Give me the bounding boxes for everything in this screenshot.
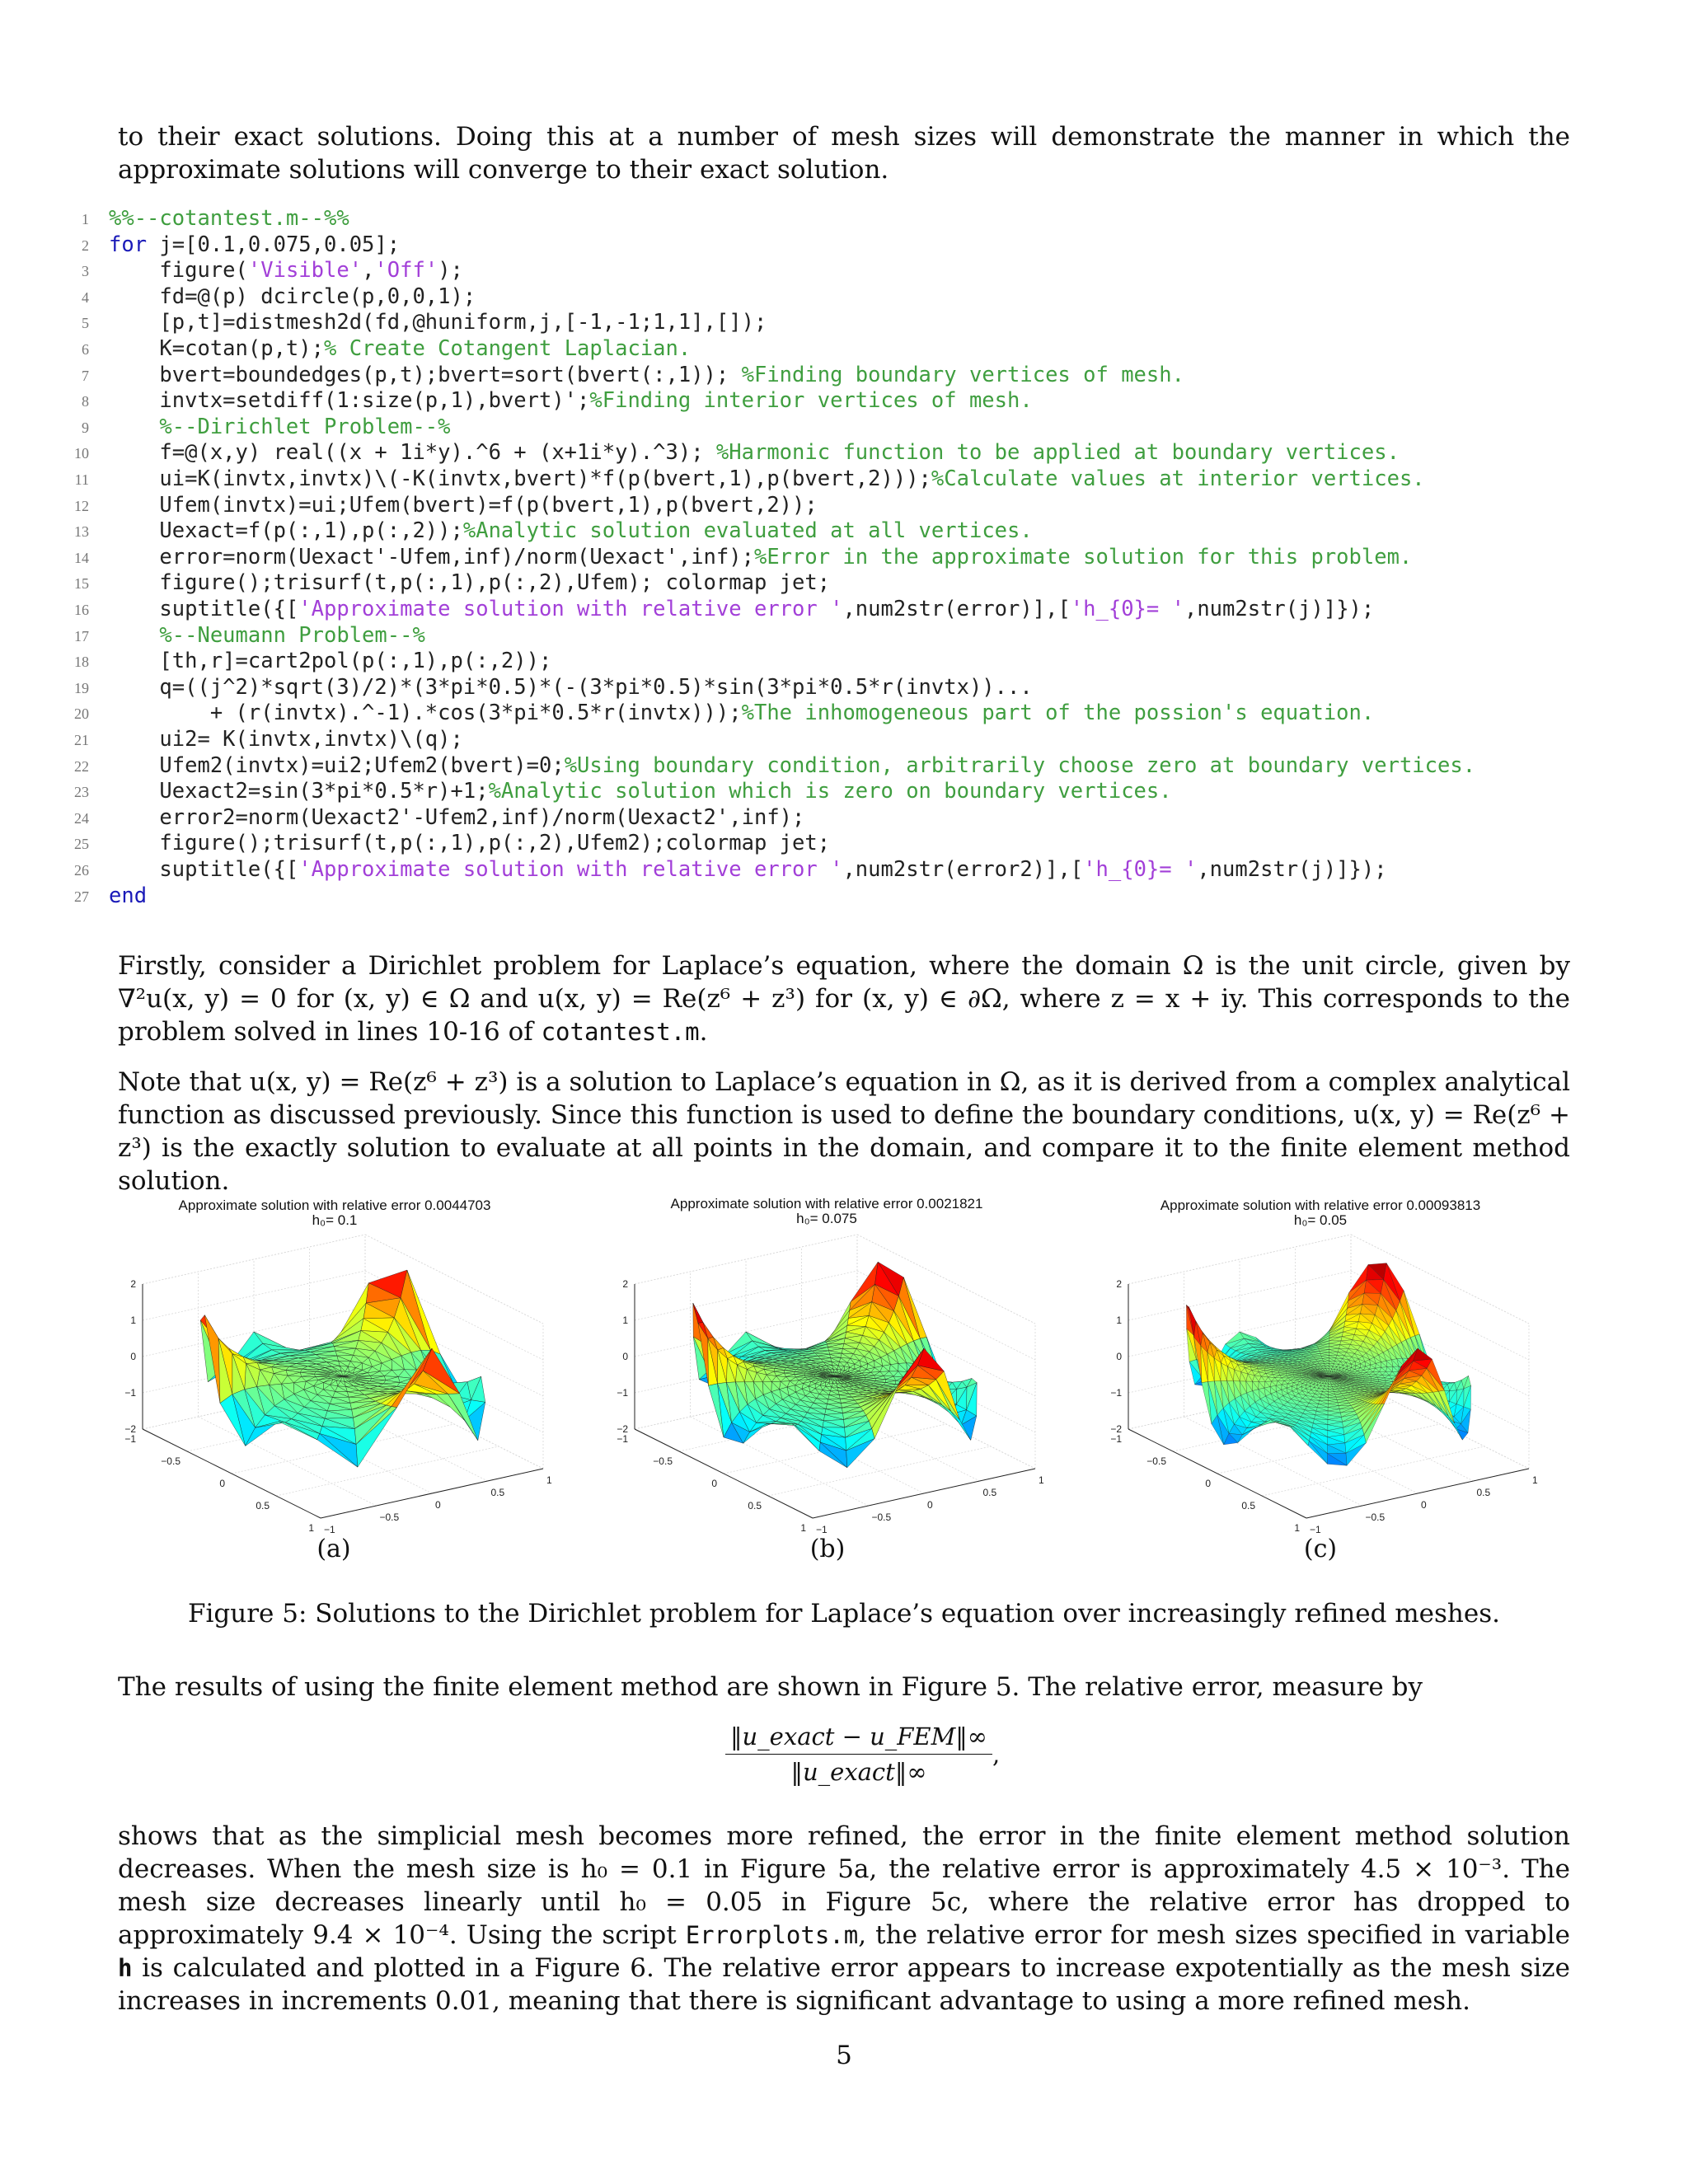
code-line: [71, 726, 463, 752]
paragraph-convergence-text-2: , the relative error for mesh sizes specified in variable: [858, 1920, 1570, 1950]
figure-subtitle: h₀= 0.1: [312, 1212, 358, 1228]
line-number: 19: [74, 679, 89, 696]
code-line: [71, 362, 1184, 388]
z-tick-label: −1: [124, 1387, 136, 1399]
code-text: f=@(x,y) real((x + 1i*y).^6 + (x+1i*y).^3); %Harmonic function to be applied at boundary vertices.: [109, 440, 1400, 466]
code-text: error2=norm(Uexact2'-Ufem2,inf)/norm(Uexact2',inf);: [109, 804, 805, 830]
code-text: K=cotan(p,t);% Create Cotangent Laplacian.: [109, 336, 692, 361]
z-tick-label: 1: [1116, 1315, 1122, 1326]
code-text: figure();trisurf(t,p(:,1),p(:,2),Ufem); colormap jet;: [109, 570, 831, 596]
code-text: ui=K(invtx,invtx)\(-K(invtx,bvert)*f(p(bvert,1),p(bvert,2)));%Calculate values at interior vertices.: [109, 466, 1425, 491]
line-number: 18: [74, 654, 89, 671]
page-number: 5: [836, 2041, 852, 2070]
code-text: %%--cotantest.m--%%: [109, 206, 349, 231]
x-tick-label: −0.5: [1146, 1455, 1166, 1467]
equation-denominator: ‖u_exact‖∞: [790, 1758, 927, 1786]
code-line: [71, 622, 425, 649]
code-text: error=norm(Uexact'-Ufem,inf)/norm(Uexact',inf);%Error in the approximate solution for this problem.: [109, 544, 1413, 569]
line-number: 7: [82, 367, 89, 384]
line-number: 11: [74, 471, 89, 488]
y-tick-label: 0: [1421, 1499, 1427, 1511]
code-text: Ufem2(invtx)=ui2;Ufem2(bvert)=0;%Using boundary condition, arbitrarily choose zero at boundary vertices.: [109, 752, 1476, 778]
line-number: 15: [74, 575, 89, 593]
paragraph-results-text: The results of using the finite element method are shown in Figure 5. The relative error, measure by: [118, 1672, 1423, 1702]
z-tick-label: 0: [130, 1351, 136, 1362]
code-line: [71, 335, 691, 362]
code-text: Ufem(invtx)=ui;Ufem(bvert)=f(p(bvert,1),p(bvert,2));: [109, 492, 818, 518]
paragraph-note-text: Note that u(x, y) = Re(z⁶ + z³) is a solution to Laplace’s equation in Ω, as it is derived from a complex analytical function as discussed previously. Since this function is used to define the boundary conditions, u(x, y) = Re(z⁶ + z³) is the exactly solution to evaluate at all points in the domain, and compare it to the finite element method solution.: [118, 1067, 1570, 1196]
code-text: %--Dirichlet Problem--%: [109, 414, 451, 439]
line-number: 24: [74, 809, 89, 827]
subfigure-label-c: (c): [1303, 1535, 1338, 1563]
z-tick-label: 2: [130, 1278, 136, 1290]
filename-cotantest: cotantest.m: [541, 1018, 700, 1046]
line-number: 8: [82, 393, 89, 410]
y-tick-label: −0.5: [379, 1511, 400, 1523]
subfigure-label-a: (a): [316, 1535, 351, 1563]
code-line: [71, 778, 1172, 804]
surface-plot: [1090, 1191, 1551, 1558]
y-tick-label: 0.5: [982, 1487, 997, 1498]
surface-plot: [104, 1191, 565, 1558]
x-tick-label: −1: [1110, 1433, 1122, 1445]
x-tick-label: −0.5: [653, 1455, 673, 1467]
x-tick-label: 0.5: [748, 1500, 762, 1511]
filename-errorplots: Errorplots.m: [685, 1921, 859, 1949]
y-tick-label: 0.5: [490, 1487, 505, 1498]
x-tick-label: 1: [1294, 1522, 1300, 1534]
code-line: [71, 544, 1412, 570]
y-tick-label: 0: [927, 1499, 933, 1511]
x-tick-label: 0: [711, 1478, 717, 1489]
surface-mesh: [200, 1270, 485, 1467]
y-tick-label: 1: [546, 1474, 552, 1486]
code-line: [71, 439, 1400, 466]
z-tick-label: 0: [1116, 1351, 1122, 1362]
figure-subtitle: h₀= 0.05: [1293, 1212, 1348, 1228]
figure-panel-b: [596, 1191, 1057, 1558]
y-tick-label: −0.5: [1365, 1511, 1386, 1523]
line-number: 9: [82, 419, 89, 436]
code-text: ui2= K(invtx,invtx)\(q);: [109, 727, 463, 752]
y-tick-label: −0.5: [871, 1511, 892, 1523]
equation-comma: ,: [992, 1740, 1001, 1769]
code-line: [71, 596, 1374, 622]
line-number: 1: [82, 211, 89, 227]
code-text: + (r(invtx).^-1).*cos(3*pi*0.5*r(invtx)));%The inhomogeneous part of the possion's equation.: [109, 701, 1375, 726]
code-text: q=((j^2)*sqrt(3)/2)*(3*pi*0.5)*(-(3*pi*0.5)*sin(3*pi*0.5*r(invtx))...: [109, 674, 1033, 700]
z-tick-label: −1: [617, 1387, 628, 1399]
code-line: [71, 674, 1033, 701]
code-text: invtx=setdiff(1:size(p,1),bvert)';%Finding interior vertices of mesh.: [109, 388, 1033, 414]
code-line: [71, 883, 147, 909]
line-number: 14: [74, 549, 89, 566]
line-number: 10: [74, 445, 89, 462]
z-tick-label: −1: [1110, 1387, 1122, 1399]
code-line: [71, 232, 400, 258]
paragraph-convergence-text-3: is calculated and plotted in a Figure 6. The relative error appears to increase expotentially as the mesh size increases in increments 0.01, meaning that there is significant advantage to using a more refined mesh.: [118, 1953, 1570, 2016]
line-number: 5: [82, 315, 89, 332]
line-number: 20: [74, 705, 89, 723]
code-text: %--Neumann Problem--%: [109, 622, 425, 648]
y-tick-label: 1: [1532, 1474, 1538, 1486]
line-number: 27: [74, 888, 89, 905]
figure-title: Approximate solution with relative error 0.0044703: [178, 1197, 491, 1213]
paragraph-results: [118, 1671, 1570, 1704]
line-number: 23: [74, 784, 89, 801]
code-text: figure('Visible','Off');: [109, 258, 463, 284]
paragraph-note: [118, 1066, 1570, 1197]
code-line: [71, 700, 1374, 726]
y-tick-label: −1: [1310, 1524, 1321, 1535]
x-tick-label: 0.5: [1241, 1500, 1255, 1511]
line-number: 21: [74, 732, 89, 748]
y-tick-label: 0.5: [1476, 1487, 1491, 1498]
paragraph-convergence-text: shows that as the simplicial mesh becomes more refined, the error in the finite element method solution decreases. When the mesh size is h₀ = 0.1 in Figure 5a, the relative error is approximately 4.5 × 10⁻³. The mesh size decreases linearly until h₀ = 0.05 in Figure 5c, where the relative error has dropped to approximately 9.4 × 10⁻⁴. Using the script: [118, 1821, 1570, 1950]
line-number: 2: [82, 237, 89, 254]
subfigure-label-b: (b): [809, 1535, 846, 1563]
x-tick-label: 1: [308, 1522, 314, 1534]
code-text: end: [109, 883, 148, 908]
paragraph-dirichlet-text: Firstly, consider a Dirichlet problem for Laplace’s equation, where the domain Ω is the unit circle, given by ∇²u(x, y) = 0 for (x, y) ∈ Ω and u(x, y) = Re(z⁶ + z³) for (x, y) ∈ ∂Ω, where z = x + iy. This corresponds to the problem solved in lines 10-16 of: [118, 951, 1570, 1047]
line-number: 17: [74, 627, 89, 644]
code-text: bvert=boundedges(p,t);bvert=sort(bvert(:,1)); %Finding boundary vertices of mesh.: [109, 362, 1184, 387]
line-number: 3: [82, 263, 89, 280]
intro-paragraph: [118, 120, 1570, 186]
code-line: [71, 205, 349, 232]
code-text: Uexact2=sin(3*pi*0.5*r)+1;%Analytic solution which is zero on boundary vertices.: [109, 779, 1172, 804]
equation-numerator: ‖u_exact − u_FEM‖∞: [725, 1722, 992, 1755]
code-line: [71, 648, 551, 674]
code-line: [71, 830, 830, 856]
code-text: Uexact=f(p(:,1),p(:,2));%Analytic solution evaluated at all vertices.: [109, 518, 1033, 544]
x-tick-label: 0: [219, 1478, 225, 1489]
z-tick-label: 0: [622, 1351, 628, 1362]
paragraph-dirichlet-end: .: [699, 1017, 708, 1047]
code-line: [71, 284, 476, 310]
x-tick-label: 0: [1205, 1478, 1211, 1489]
figure-subtitle: h₀= 0.075: [796, 1211, 857, 1226]
paragraph-convergence: [118, 1820, 1570, 2018]
code-line: [71, 569, 830, 596]
paragraph-dirichlet: [118, 949, 1570, 1048]
relative-error-equation: [725, 1722, 1000, 1786]
code-line: [71, 518, 1033, 544]
code-text: for j=[0.1,0.075,0.05];: [109, 232, 401, 257]
code-text: suptitle({['Approximate solution with relative error ',num2str(error)],['h_{0}= ',num2str(j)]});: [109, 597, 1375, 621]
code-line: [71, 752, 1475, 779]
code-line: [71, 856, 1387, 883]
surface-plot: [596, 1191, 1057, 1558]
z-tick-label: −2: [617, 1423, 628, 1435]
line-number: 4: [82, 288, 89, 306]
line-number: 13: [74, 523, 89, 541]
figure-panel-a: [104, 1191, 565, 1558]
z-tick-label: 2: [1116, 1278, 1122, 1290]
z-tick-label: 1: [130, 1315, 136, 1326]
code-line: [71, 804, 804, 831]
code-line: [71, 309, 767, 335]
variable-h: h: [118, 1954, 133, 1982]
line-number: 26: [74, 862, 89, 879]
figure-title: Approximate solution with relative error 0.0021821: [670, 1196, 983, 1212]
x-tick-label: 1: [800, 1522, 806, 1534]
line-number: 22: [74, 757, 89, 775]
figure-panel-c: [1090, 1191, 1551, 1558]
code-text: figure();trisurf(t,p(:,1),p(:,2),Ufem2);colormap jet;: [109, 831, 831, 856]
x-tick-label: 0.5: [256, 1500, 270, 1511]
y-tick-label: 0: [435, 1499, 441, 1511]
y-tick-label: −1: [816, 1524, 828, 1535]
line-number: 25: [74, 836, 89, 853]
x-tick-label: −1: [617, 1433, 628, 1445]
surface-mesh: [693, 1262, 977, 1468]
code-line: [71, 387, 1033, 414]
code-line: [71, 414, 451, 440]
intro-text: to their exact solutions. Doing this at a number of mesh sizes will demonstrate the manner in which the approximate solutions will converge to their exact solution.: [118, 122, 1570, 185]
z-tick-label: −2: [1110, 1423, 1122, 1435]
code-line: [71, 492, 818, 518]
code-text: [p,t]=distmesh2d(fd,@huniform,j,[-1,-1;1,1],[]);: [109, 310, 767, 335]
code-text: [th,r]=cart2pol(p(:,1),p(:,2));: [109, 649, 552, 674]
y-tick-label: −1: [324, 1524, 335, 1535]
code-text: suptitle({['Approximate solution with relative error ',num2str(error2)],['h_{0}= ',num2str(j)]});: [109, 857, 1387, 882]
figure-title: Approximate solution with relative error 0.00093813: [1160, 1197, 1481, 1213]
z-tick-label: 2: [622, 1278, 628, 1290]
line-number: 12: [74, 497, 89, 514]
y-tick-label: 1: [1039, 1474, 1044, 1486]
code-line: [71, 466, 1425, 492]
code-line: [71, 257, 463, 284]
z-tick-label: 1: [622, 1315, 628, 1326]
figure-caption: Figure 5: Solutions to the Dirichlet problem for Laplace’s equation over increasingly refined meshes.: [187, 1599, 1500, 1629]
line-number: 6: [82, 341, 89, 358]
line-number: 16: [74, 602, 89, 618]
z-tick-label: −2: [124, 1423, 136, 1435]
x-tick-label: −0.5: [161, 1455, 181, 1467]
surface-mesh: [1186, 1263, 1470, 1466]
x-tick-label: −1: [124, 1433, 136, 1445]
code-text: fd=@(p) dcircle(p,0,0,1);: [109, 284, 476, 309]
